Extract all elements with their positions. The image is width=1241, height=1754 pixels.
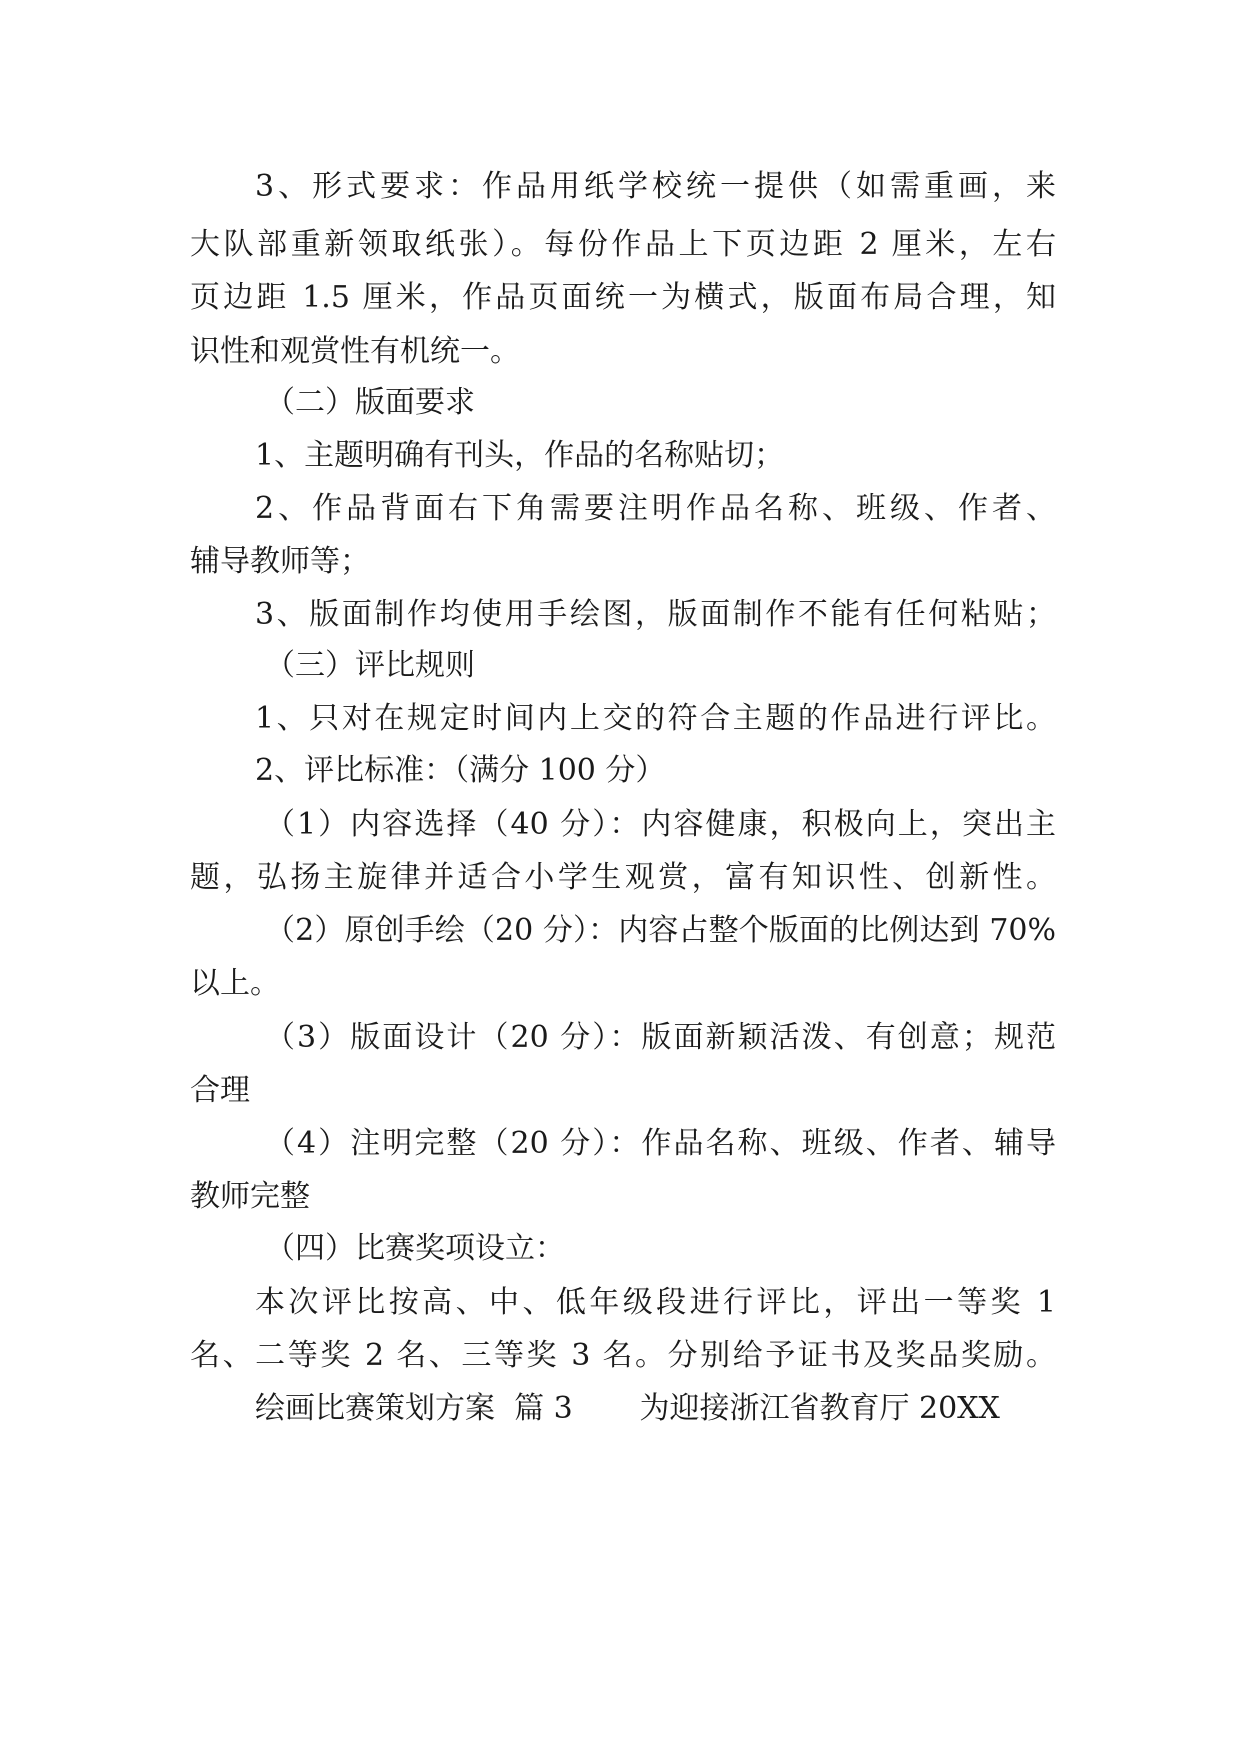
- paragraph-line: 1、主题明确有刊头，作品的名称贴切；: [255, 438, 785, 473]
- paragraph-line: 3、版面制作均使用手绘图，版面制作不能有任何粘贴；: [255, 597, 1056, 632]
- paragraph-line: 题，弘扬主旋律并适合小学生观赏，富有知识性、创新性。: [190, 860, 1056, 895]
- paragraph-line: 3、形式要求：作品用纸学校统一提供（如需重画，来: [255, 169, 1056, 204]
- paragraph-line: 以上。: [190, 966, 280, 1001]
- paragraph-line: 绘画比赛策划方案 篇 3 为迎接浙江省教育厅 20XX: [255, 1391, 1000, 1426]
- paragraph-line: 辅导教师等；: [190, 544, 370, 579]
- paragraph-line: （3）版面设计（20 分）：版面新颖活泼、有创意；规范: [265, 1020, 1056, 1055]
- paragraph-line: 大队部重新领取纸张）。每份作品上下页边距 2 厘米，左右: [190, 227, 1056, 262]
- paragraph-line: 1、只对在规定时间内上交的符合主题的作品进行评比。: [255, 701, 1056, 736]
- paragraph-line: （1）内容选择（40 分）：内容健康，积极向上，突出主: [265, 807, 1056, 842]
- paragraph-line: 教师完整: [190, 1179, 310, 1214]
- section-heading: （三）评比规则: [265, 648, 475, 683]
- paragraph-line: 本次评比按高、中、低年级段进行评比，评出一等奖 1: [255, 1285, 1056, 1320]
- paragraph-line: （4）注明完整（20 分）：作品名称、班级、作者、辅导: [265, 1126, 1056, 1161]
- paragraph-line: 名、二等奖 2 名、三等奖 3 名。分别给予证书及奖品奖励。: [190, 1338, 1056, 1373]
- paragraph-line: 页边距 1.5 厘米，作品页面统一为横式，版面布局合理，知: [190, 280, 1056, 315]
- paragraph-line: 识性和观赏性有机统一。: [190, 334, 520, 369]
- section-heading: （四）比赛奖项设立：: [265, 1231, 565, 1266]
- paragraph-line: 合理: [190, 1073, 250, 1108]
- paragraph-line: （2）原创手绘（20 分）：内容占整个版面的比例达到 70%: [265, 913, 1056, 948]
- paragraph-line: 2、作品背面右下角需要注明作品名称、班级、作者、: [255, 491, 1056, 526]
- section-heading: （二）版面要求: [265, 385, 475, 420]
- paragraph-line: 2、评比标准：（满分 100 分）: [255, 753, 666, 788]
